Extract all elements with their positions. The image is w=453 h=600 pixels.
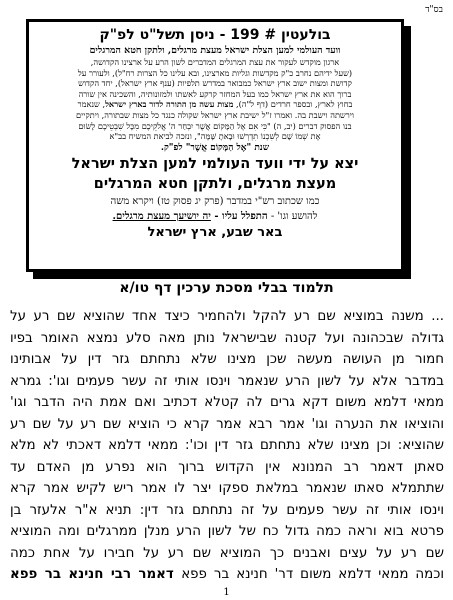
bulletin-place: באר שבע, ארץ ישראל xyxy=(147,224,283,240)
bulletin-rashi-line-2 xyxy=(37,209,393,224)
text-line: חמור מן העושה מעשה שכן מצינו שלא נתחתם גזר דין על אבותינו xyxy=(10,352,444,367)
talmud-text xyxy=(10,306,444,586)
bulletin-year-line: שנת "אֶל הַמָּקוֹם אֲשֶׁר" לפ"ק. xyxy=(160,142,270,153)
text-line-last xyxy=(10,564,444,586)
bulletin-box xyxy=(26,19,404,272)
text-last-bold: דאמר רבי חנינא בר פפא xyxy=(10,567,182,582)
rashi-bold: התפלל עליו - xyxy=(210,210,268,222)
text-line: ממאי דלמא משום דקא גרים לה קטלא דכתיב ואם אמת היה הדבר וגו' xyxy=(10,395,444,410)
text-line: פרטא בוא וראה כמה גדול כח של לשון הרע מנלן ממרגלים ומה המוציא xyxy=(10,524,444,539)
bulletin-body-line: אֶת שְׁמוֹ שָׁם לְשִׁכְנוֹ תִדְרְשׁוּ וּבָאתָ שָּׁמָּה", ונזכה לביאת המשיח בב"א xyxy=(109,131,321,142)
bulletin-publisher-line-1: יצא על ידי וועד העולמי למען הצלת ישראל xyxy=(71,155,359,172)
rashi-prefix: להושע וגו' - xyxy=(267,210,318,222)
bulletin-body-line: בחוץ לארץ, ובספר חרדים (דף ל"ה), מצות עשה מן התורה לדור בארץ ישראל, שנאמר xyxy=(77,99,353,110)
text-line: והוציאו את הנערה וגו' אמר רבא אמר קרא כי הוציא שם רע על שם רע xyxy=(10,416,444,432)
text-line: במדבר אלא על לשון הרע שנאמר וינסו אותי זה עשר פעמים וגו': גמרא xyxy=(10,373,444,389)
bulletin-publisher-line-2: מעצת מרגלים, ולתקן חטא המרגלים xyxy=(93,175,337,192)
text-line: סאתן דאמר רב המנונא אין הקדוש ברוך הוא נפרע מן האדם עד xyxy=(10,459,444,475)
bulletin-body-line: ברוך הוא את ארץ ישראל כמו בעל המחזר קרקע לאשתו ולמזונותיה, והשכינה אין שורה xyxy=(78,88,352,99)
bulletin-body xyxy=(37,57,393,142)
rashi-underline: יה יושיעך מעצת מרגלים. xyxy=(112,210,211,222)
text-last-plain: וכמה ממאי דלמא משום דר' חנינא בר פפא xyxy=(181,567,444,582)
text-line: שהוציא: וכן מצינו שלא נתחתם גזר דין וכו': ממאי דלמא דאכתי לא מלא xyxy=(10,438,444,453)
bulletin-title: בולעטין # 199 - ניסן תשל"ט לפ"ק xyxy=(99,27,331,43)
bulletin-body-line: בנו הפסוק דברים (יב, ה) "כִּי אִם אֶל הַמָּקוֹם אֲשֶׁר יִבְחַר ה' אֱלֹקֵיכֶם מִכָּל שִׁבְטֵיכֶם לָשׂוּם xyxy=(78,120,352,131)
bulletin-rashi-line-1: כמו שכתוב רש"י במדבר (פרק יג פסוק טז) ויקרא משה xyxy=(110,195,320,207)
page-number: 1 xyxy=(223,587,230,598)
bulletin-org-line: וועד העולמי למען הצלת ישראל מעצת מרגלים, ולתקן חטא המרגלים xyxy=(89,45,341,56)
bulletin-body-line: וירשתה וישבת בה. ואמרו ז"ל ישיבת ארץ ישראל שקולה כנגד כל מצות שבתורה, ויתקיים xyxy=(76,109,354,120)
text-line: שם רע על עצים ואבנים כך המוציא שם רע על חבירו על אחת כמה xyxy=(10,545,444,561)
page-label: בס"ד xyxy=(425,5,443,15)
talmud-heading: תלמוד בבלי מסכת ערכין דף טו/א xyxy=(119,280,334,296)
text-line: גדולה שבכהונה ועל קטנה שבישראל נותן מאה סלע נמצא האומר בפיו xyxy=(10,330,444,346)
text-line: שתתמלא סאתו שנאמר במלאת ספקו יצר לו אמר ריש לקיש אמר קרא xyxy=(10,481,444,496)
bulletin-body-line: ארגון מוקדש לעקור את עצת המרגלים המדברים לשון הרע על ארצינו הקדושה, xyxy=(90,57,340,67)
bulletin-bold-phrase: מצות עשה מן התורה לדור בארץ ישראל xyxy=(105,99,234,110)
text-line: וינסו אותי זה עשר פעמים על זה נתחתם גזר דין: תניא א"ר אלעזר בן xyxy=(10,502,444,518)
text-line: ... משנה במוציא שם רע להקל ולהחמיר כיצד אחד שהוציא שם רע על xyxy=(10,309,444,324)
bulletin-body-line: קדושת ומצות ישוב ארץ ישראל כמבואר במדרש תלפיות (ענף ארץ ישראל), יחד הקדוש xyxy=(78,78,352,89)
bulletin-body-line: (שעל ידיהם נחרב כ"ק מקדשות וגליות מארצינו, ובא עלינו כל הצרות רח"ל), ולעורר על xyxy=(77,67,353,78)
